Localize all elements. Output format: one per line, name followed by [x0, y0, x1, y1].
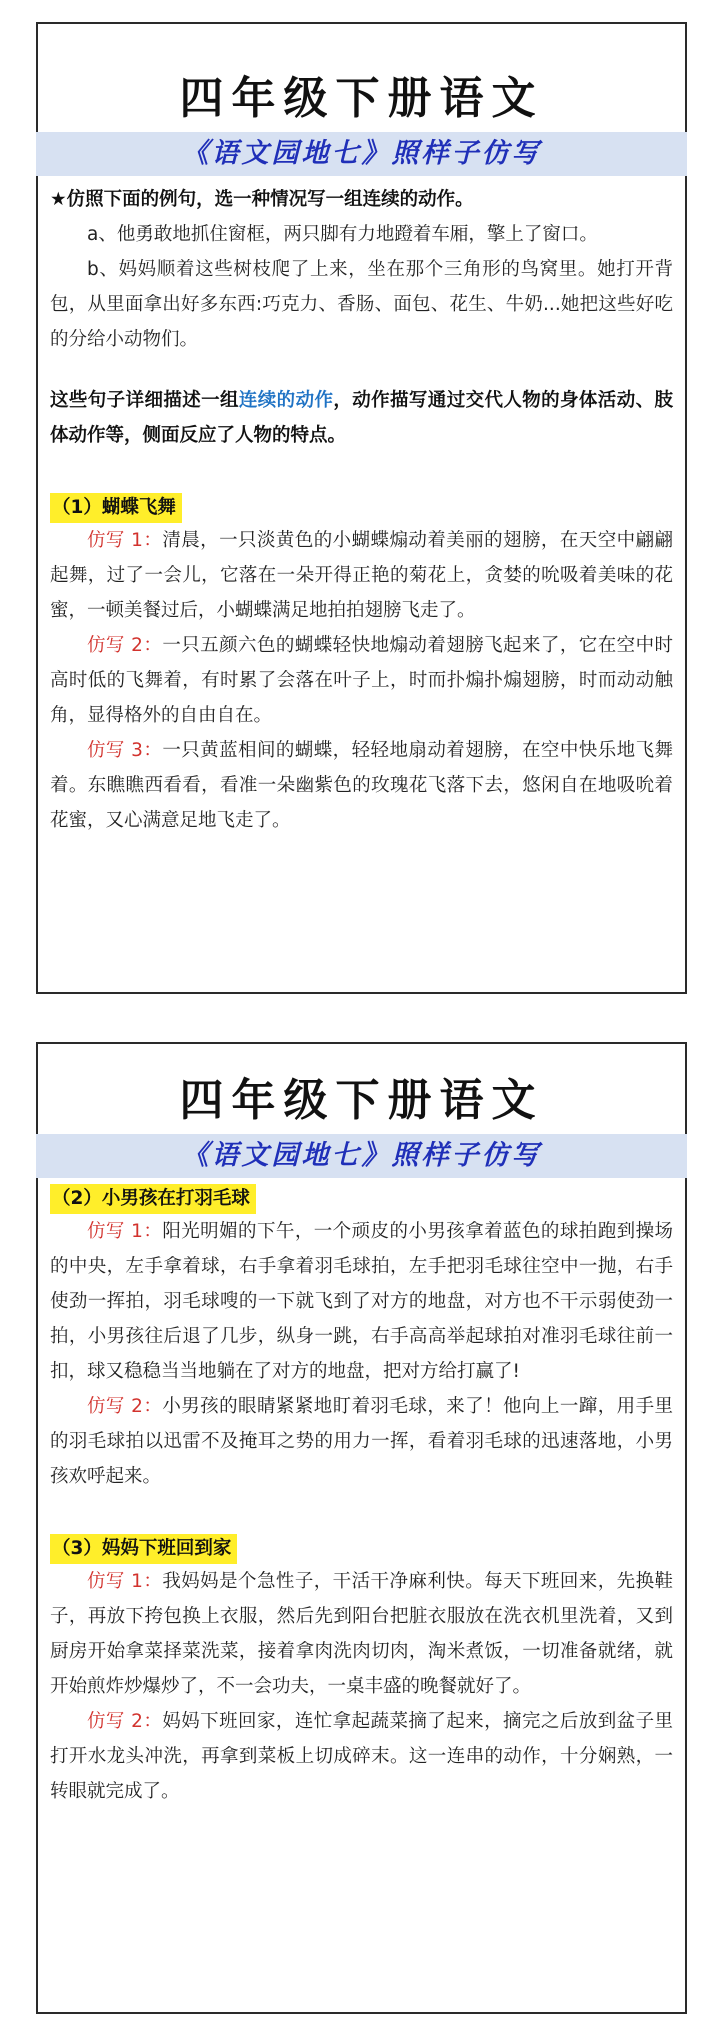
section-mom-home [50, 1534, 673, 1809]
imitation-label: 仿写 3： [87, 740, 163, 761]
section-badminton [50, 1184, 673, 1494]
example-b: b、妈妈顺着这些树枝爬了上来，坐在那个三角形的鸟窝里。她打开背包，从里面拿出好多东西:巧克力、香肠、面包、花生、牛奶...她把这些好吃的分给小动物们。 [50, 259, 673, 350]
imitation-item [50, 733, 673, 838]
imitation-label: 仿写 2： [87, 1711, 163, 1732]
page-title: 四年级下册语文 [179, 1075, 544, 1126]
page-subtitle: 《语文园地七》照样子仿写 [36, 1134, 687, 1178]
imitation-text: 妈妈下班回家，连忙拿起蔬菜摘了起来，摘完之后放到盆子里打开水龙头冲洗，再拿到菜板上切成碎末。这一连串的动作，十分娴熟，一转眼就完成了。 [50, 1711, 673, 1802]
imitation-item [50, 1389, 673, 1494]
note-text-after: ，动作描写通过交代人物的身体活动、肢体动作等，侧面反应了人物的特点。 [50, 390, 673, 446]
imitation-item [50, 628, 673, 733]
section-butterfly [50, 493, 673, 838]
note-text-before: 这些句子详细描述一组 [50, 390, 239, 411]
example-a: a、他勇敢地抓住窗框，两只脚有力地蹬着车厢，擎上了窗口。 [87, 224, 598, 245]
worksheet-page-1 [36, 22, 687, 994]
imitation-item [50, 1564, 673, 1704]
imitation-text: 小男孩的眼睛紧紧地盯着羽毛球，来了！他向上一蹿，用手里的羽毛球拍以迅雷不及掩耳之势的用力一挥，看着羽毛球的迅速落地，小男孩欢呼起来。 [50, 1396, 673, 1487]
section-heading: （2）小男孩在打羽毛球 [50, 1184, 256, 1214]
note-highlight: 连续的动作 [238, 390, 334, 411]
imitation-label: 仿写 2： [87, 635, 163, 656]
imitation-text: 清晨，一只淡黄色的小蝴蝶煽动着美丽的翅膀，在天空中翩翩起舞，过了一会儿，它落在一朵开得正艳的菊花上，贪婪的吮吸着美味的花蜜，一顿美餐过后，小蝴蝶满足地拍拍翅膀飞走了。 [50, 530, 673, 621]
imitation-text: 一只黄蓝相间的蝴蝶，轻轻地扇动着翅膀，在空中快乐地飞舞着。东瞧瞧西看看，看准一朵幽紫色的玫瑰花飞落下去，悠闲自在地吸吮着花蜜，又心满意足地飞走了。 [50, 740, 673, 831]
page-subtitle: 《语文园地七》照样子仿写 [36, 132, 687, 176]
section-heading: （1）蝴蝶飞舞 [50, 493, 182, 523]
imitation-text: 阳光明媚的下午，一个顽皮的小男孩拿着蓝色的球拍跑到操场的中央，左手拿着球，右手拿着羽毛球拍，左手把羽毛球往空中一抛，右手使劲一挥拍，羽毛球嗖的一下就飞到了对方的地盘，对方也不干示弱使劲一拍，小男孩往后退了几步，纵身一跳，右手高高举起球拍对准羽毛球往前一扣，球又稳稳当当地躺在了对方的地盘，把对方给打赢了! [50, 1221, 673, 1382]
imitation-text: 一只五颜六色的蝴蝶轻快地煽动着翅膀飞起来了，它在空中时高时低的飞舞着，有时累了会落在叶子上，时而扑煽扑煽翅膀，时而动动触角，显得格外的自由自在。 [50, 635, 673, 726]
imitation-label: 仿写 2： [87, 1396, 163, 1417]
instruction: ★仿照下面的例句，选一种情况写一组连续的动作。 [50, 189, 474, 210]
worksheet-page-2 [36, 1042, 687, 2014]
page-title: 四年级下册语文 [179, 73, 544, 124]
section-heading: （3）妈妈下班回到家 [50, 1534, 237, 1564]
imitation-label: 仿写 1： [87, 1221, 163, 1242]
explanation-note [50, 383, 673, 453]
imitation-item [50, 1214, 673, 1389]
imitation-label: 仿写 1： [87, 530, 163, 551]
imitation-item [50, 523, 673, 628]
imitation-text: 我妈妈是个急性子，干活干净麻利快。每天下班回来，先换鞋子，再放下挎包换上衣服，然后先到阳台把脏衣服放在洗衣机里洗着，又到厨房开始拿菜择菜洗菜，接着拿肉洗肉切肉，淘米煮饭，一切准备就绪，就开始煎炸炒爆炒了，不一会功夫，一桌丰盛的晚餐就好了。 [50, 1571, 673, 1697]
imitation-item [50, 1704, 673, 1809]
imitation-label: 仿写 1： [87, 1571, 163, 1592]
